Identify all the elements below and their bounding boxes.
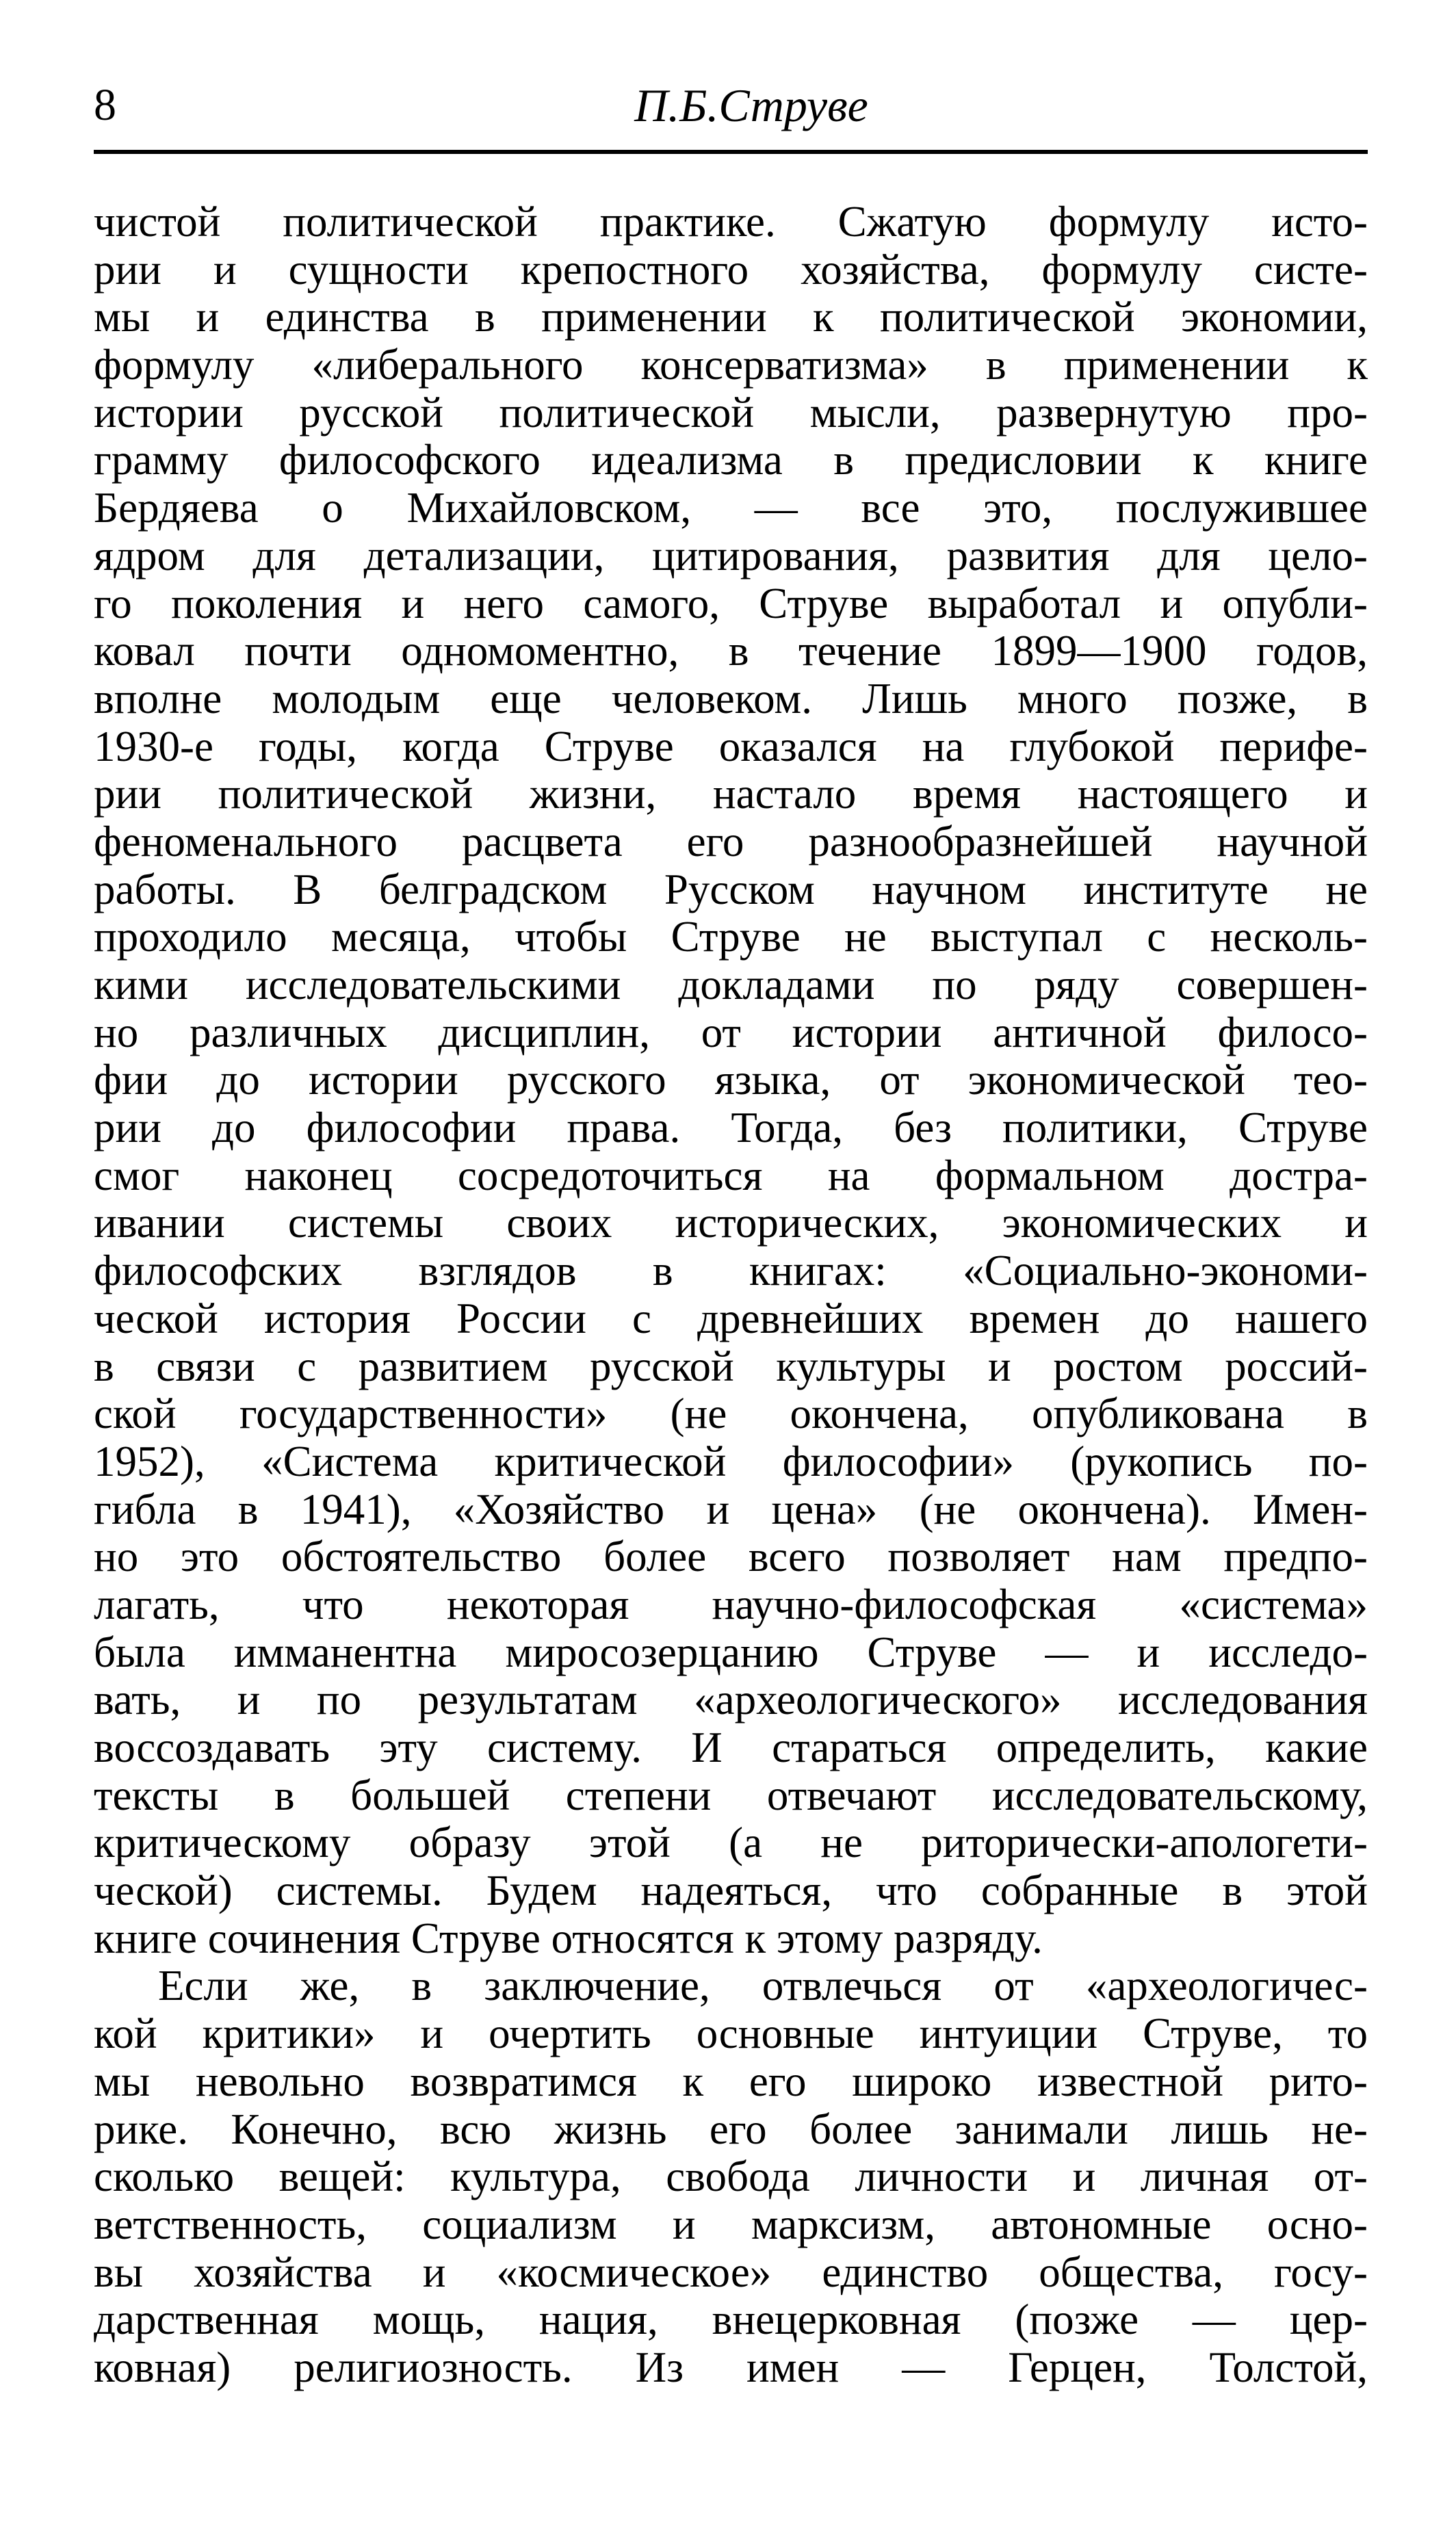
text-line: ческой) системы. Будем надеяться, что собранные в этой [94, 1866, 1368, 1915]
text-line: вать, и по результатам «археологического» исследования [94, 1676, 1368, 1724]
text-line: рии и сущности крепостного хозяйства, формулу систе- [94, 245, 1368, 294]
running-head-author: П.Б.Струве [634, 79, 868, 131]
text-line: работы. В белградском Русском научном институте не [94, 865, 1368, 913]
text-line: мы и единства в применении к политической экономии, [94, 293, 1368, 341]
text-line: сколько вещей: культура, свобода личности и личная от- [94, 2152, 1368, 2201]
text-line: ядром для детализации, цитирования, развития для цело- [94, 531, 1368, 580]
text-line: воссоздавать эту систему. И стараться определить, какие [94, 1723, 1368, 1771]
text-line: лагать, что некоторая научно-философская «система» [94, 1580, 1368, 1628]
text-line: вполне молодым еще человеком. Лишь много позже, в [94, 674, 1368, 723]
text-line: феноменального расцвета его разнообразнейшей научной [94, 817, 1368, 866]
text-line: смог наконец сосредоточиться на формальном достра- [94, 1151, 1368, 1199]
paragraph [94, 1962, 1368, 2391]
text-line: рии до философии права. Тогда, без политики, Струве [94, 1104, 1368, 1152]
text-line: 1952), «Система критической философии» (рукопись по- [94, 1437, 1368, 1485]
text-line: тексты в большей степени отвечают исследовательскому, [94, 1771, 1368, 1819]
text-line: ветственность, социализм и марксизм, автономные осно- [94, 2200, 1368, 2248]
text-line: 1930-е годы, когда Струве оказался на глубокой перифе- [94, 722, 1368, 770]
text-line: ческой история России с древнейших времен до нашего [94, 1294, 1368, 1342]
text-line: формулу «либерального консерватизма» в применении к [94, 341, 1368, 389]
text-line: фии до истории русского языка, от экономической тео- [94, 1056, 1368, 1104]
running-head [94, 71, 1368, 140]
text-line: ковал почти одномоментно, в течение 1899—1900 годов, [94, 627, 1368, 675]
header-rule [94, 150, 1368, 154]
text-line: рике. Конечно, всю жизнь его более занимали лишь не- [94, 2105, 1368, 2153]
page-number: 8 [94, 80, 116, 130]
text-line: гибла в 1941), «Хозяйство и цена» (не окончена). Имен- [94, 1485, 1368, 1533]
text-line: была имманентна миросозерцанию Струве — и исследо- [94, 1628, 1368, 1676]
text-line: Бердяева о Михайловском, — все это, послужившее [94, 484, 1368, 532]
text-line: истории русской политической мысли, развернутую про- [94, 388, 1368, 437]
text-line: но различных дисциплин, от истории античной филосо- [94, 1008, 1368, 1056]
text-line: ской государственности» (не окончена, опубликована в [94, 1390, 1368, 1438]
text-line: кой критики» и очертить основные интуиции Струве, то [94, 2009, 1368, 2058]
text-line: кими исследовательскими докладами по ряду совершен- [94, 961, 1368, 1009]
text-line: грамму философского идеализма в предисловии к книге [94, 436, 1368, 484]
text-line: критическому образу этой (а не риторически-апологети- [94, 1819, 1368, 1867]
text-line: ивании системы своих исторических, экономических и [94, 1199, 1368, 1247]
text-line: Если же, в заключение, отвлечься от «археологичес- [158, 1962, 1368, 2010]
text-line: рии политической жизни, настало время настоящего и [94, 770, 1368, 818]
text-line: дарственная мощь, нация, внецерковная (позже — цер- [94, 2295, 1368, 2344]
text-line: мы невольно возвратимся к его широко известной рито- [94, 2057, 1368, 2105]
text-line: философских взглядов в книгах: «Социально-экономи- [94, 1247, 1368, 1295]
text-line: проходило месяца, чтобы Струве не выступал с несколь- [94, 913, 1368, 961]
text-line: в связи с развитием русской культуры и ростом россий- [94, 1342, 1368, 1390]
text-line: чистой политической практике. Сжатую формулу исто- [94, 198, 1368, 246]
body-text [94, 198, 1368, 2392]
text-line: го поколения и него самого, Струве выработал и опубли- [94, 579, 1368, 627]
text-line: но это обстоятельство более всего позволяет нам предпо- [94, 1533, 1368, 1581]
text-line: вы хозяйства и «космическое» единство общества, госу- [94, 2248, 1368, 2296]
text-line: книге сочинения Струве относятся к этому разряду. [94, 1914, 1043, 1962]
text-line: ковная) религиозность. Из имен — Герцен, Толстой, [94, 2343, 1368, 2391]
paragraph [94, 198, 1368, 1962]
